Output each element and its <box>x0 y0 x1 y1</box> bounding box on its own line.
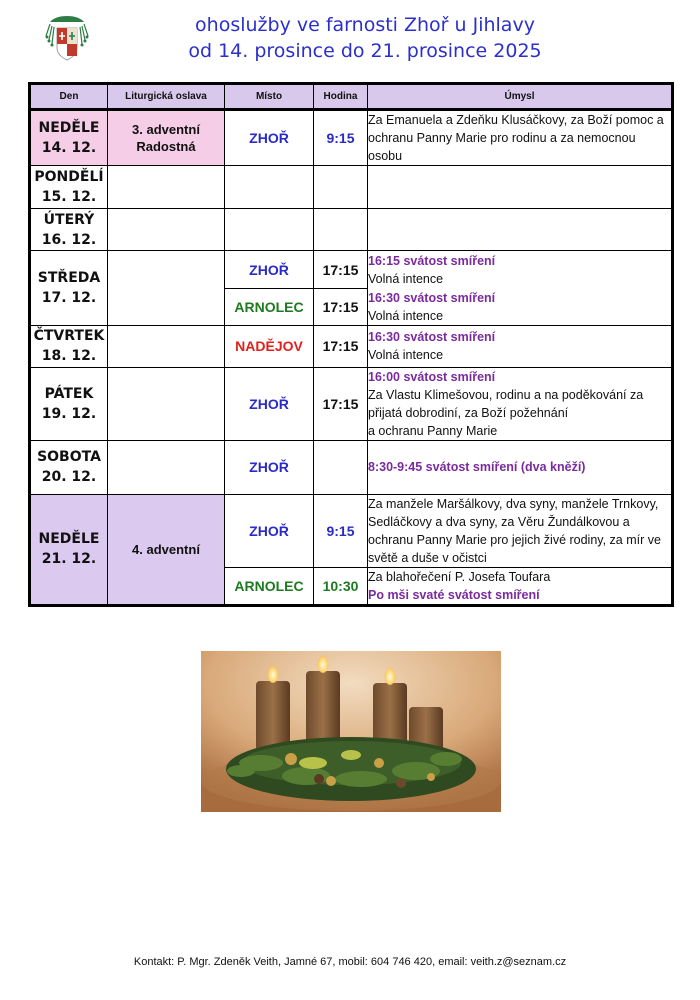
confession-note: 16:15 svátost smíření <box>368 253 496 268</box>
table-row <box>30 494 673 567</box>
page-title-line-1: ohoslužby ve farnosti Zhoř u Jihlavy <box>195 14 535 36</box>
table-row <box>30 166 673 209</box>
confession-note: 16:30 svátost smíření <box>368 290 496 305</box>
day-cell <box>30 325 108 367</box>
intent-text: a ochranu Panny Marie <box>368 423 498 438</box>
intent-text: Volná intence <box>368 348 444 362</box>
day-name: STŘEDA <box>37 269 101 286</box>
time-cell <box>314 440 368 494</box>
place-cell <box>225 209 314 251</box>
time-cell: 17:15 <box>314 325 368 367</box>
intent-cell <box>368 110 673 166</box>
day-date: 15. 12. <box>41 189 97 205</box>
table-row <box>30 440 673 494</box>
time-cell: 17:15 <box>314 367 368 440</box>
confession-note: 16:30 svátost smíření <box>368 330 496 344</box>
day-cell <box>30 251 108 326</box>
day-cell <box>30 209 108 251</box>
intent-cell <box>368 440 673 494</box>
column-header-hodina: Hodina <box>314 84 368 110</box>
day-date: 14. 12. <box>41 140 97 156</box>
intent-cell <box>368 166 673 209</box>
time-cell <box>314 209 368 251</box>
column-header-misto: Místo <box>225 84 314 110</box>
place-cell: ARNOLEC <box>225 289 314 326</box>
place-cell: ZHOŘ <box>225 251 314 289</box>
time-cell: 9:15 <box>314 494 368 567</box>
intent-cell <box>368 251 673 289</box>
day-cell <box>30 367 108 440</box>
liturgy-cell <box>108 251 225 326</box>
day-name: NEDĚLE <box>38 120 100 136</box>
liturgy-cell <box>108 166 225 209</box>
liturgy-cell <box>108 209 225 251</box>
day-date: 20. 12. <box>41 469 97 485</box>
table-row <box>30 367 673 440</box>
table-row <box>30 251 673 289</box>
column-header-umysl: Úmysl <box>368 84 673 110</box>
column-header-den: Den <box>30 84 108 110</box>
time-cell: 17:15 <box>314 289 368 326</box>
time-cell: 10:30 <box>314 567 368 605</box>
day-name: ČTVRTEK <box>33 328 105 344</box>
day-cell <box>30 110 108 166</box>
intent-text: Za Emanuela a Zdeňku Klusáčkovy, za Boží pomoc a ochranu Panny Marie pro rodinu a za nemocnou osobu <box>368 113 664 163</box>
day-date: 18. 12. <box>41 348 97 364</box>
place-cell: ZHOŘ <box>225 494 314 567</box>
day-name: PONDĚLÍ <box>34 169 104 185</box>
place-cell: ZHOŘ <box>225 440 314 494</box>
liturgy-cell <box>108 325 225 367</box>
liturgy-cell <box>108 440 225 494</box>
confession-note: Po mši svaté svátost smíření <box>368 587 540 602</box>
intent-text: Za Vlastu Klimešovou, rodinu a na poděkování za přijatá dobrodiní, za Boží požehnání <box>368 387 644 420</box>
day-date: 17. 12. <box>41 289 97 306</box>
liturgy-cell <box>108 110 225 166</box>
day-name: PÁTEK <box>44 385 94 402</box>
liturgy-line: 3. adventní <box>132 122 200 137</box>
column-header-liturgicka-oslava: Liturgická oslava <box>108 84 225 110</box>
intent-cell <box>368 325 673 367</box>
day-cell <box>30 494 108 605</box>
time-cell: 9:15 <box>314 110 368 166</box>
page-title-line-2: od 14. prosince do 21. prosince 2025 <box>188 40 542 62</box>
confession-note: 8:30-9:45 svátost smíření (dva kněží) <box>368 460 586 474</box>
day-cell <box>30 166 108 209</box>
intent-text: Za blahořečení P. Josefa Toufara <box>368 569 551 584</box>
place-cell <box>225 166 314 209</box>
day-name: SOBOTA <box>37 449 101 465</box>
intent-cell <box>368 209 673 251</box>
day-name: ÚTERÝ <box>43 211 95 228</box>
intent-text: Za manžele Maršálkovy, dva syny, manžele Trnkovy, Sedláčkovy a dva syny, za Věru Žundálkovou a ochranu Panny Marie pro jejich živé rodiny, za mír ve světě a duše v očistci <box>368 496 661 565</box>
schedule-table <box>28 82 674 607</box>
place-cell: ARNOLEC <box>225 567 314 605</box>
day-date: 19. 12. <box>41 405 97 422</box>
place-cell: ZHOŘ <box>225 367 314 440</box>
footer-contact: Kontakt: P. Mgr. Zdeněk Veith, Jamné 67, mobil: 604 746 420, email: veith.z@seznam.cz <box>133 956 567 968</box>
liturgy-line: Radostná <box>136 139 196 154</box>
liturgy-cell <box>108 367 225 440</box>
liturgy-line: 4. adventní <box>132 541 200 557</box>
intent-text: Volná intence <box>368 308 444 323</box>
advent-wreath-image <box>201 651 501 812</box>
time-cell <box>314 166 368 209</box>
day-date: 21. 12. <box>41 551 97 567</box>
intent-cell <box>368 567 673 605</box>
table-row <box>30 209 673 251</box>
table-row <box>30 110 673 166</box>
liturgy-cell <box>108 494 225 605</box>
confession-note: 16:00 svátost smíření <box>368 369 496 384</box>
intent-text: Volná intence <box>368 271 444 286</box>
place-cell: NADĚJOV <box>225 325 314 367</box>
day-name: NEDĚLE <box>38 531 100 547</box>
table-header-row <box>30 84 673 110</box>
intent-cell <box>368 289 673 326</box>
place-cell: ZHOŘ <box>225 110 314 166</box>
table-row <box>30 325 673 367</box>
day-date: 16. 12. <box>41 231 97 248</box>
intent-cell <box>368 367 673 440</box>
intent-cell <box>368 494 673 567</box>
coat-of-arms-icon <box>44 14 90 64</box>
time-cell: 17:15 <box>314 251 368 289</box>
day-cell <box>30 440 108 494</box>
